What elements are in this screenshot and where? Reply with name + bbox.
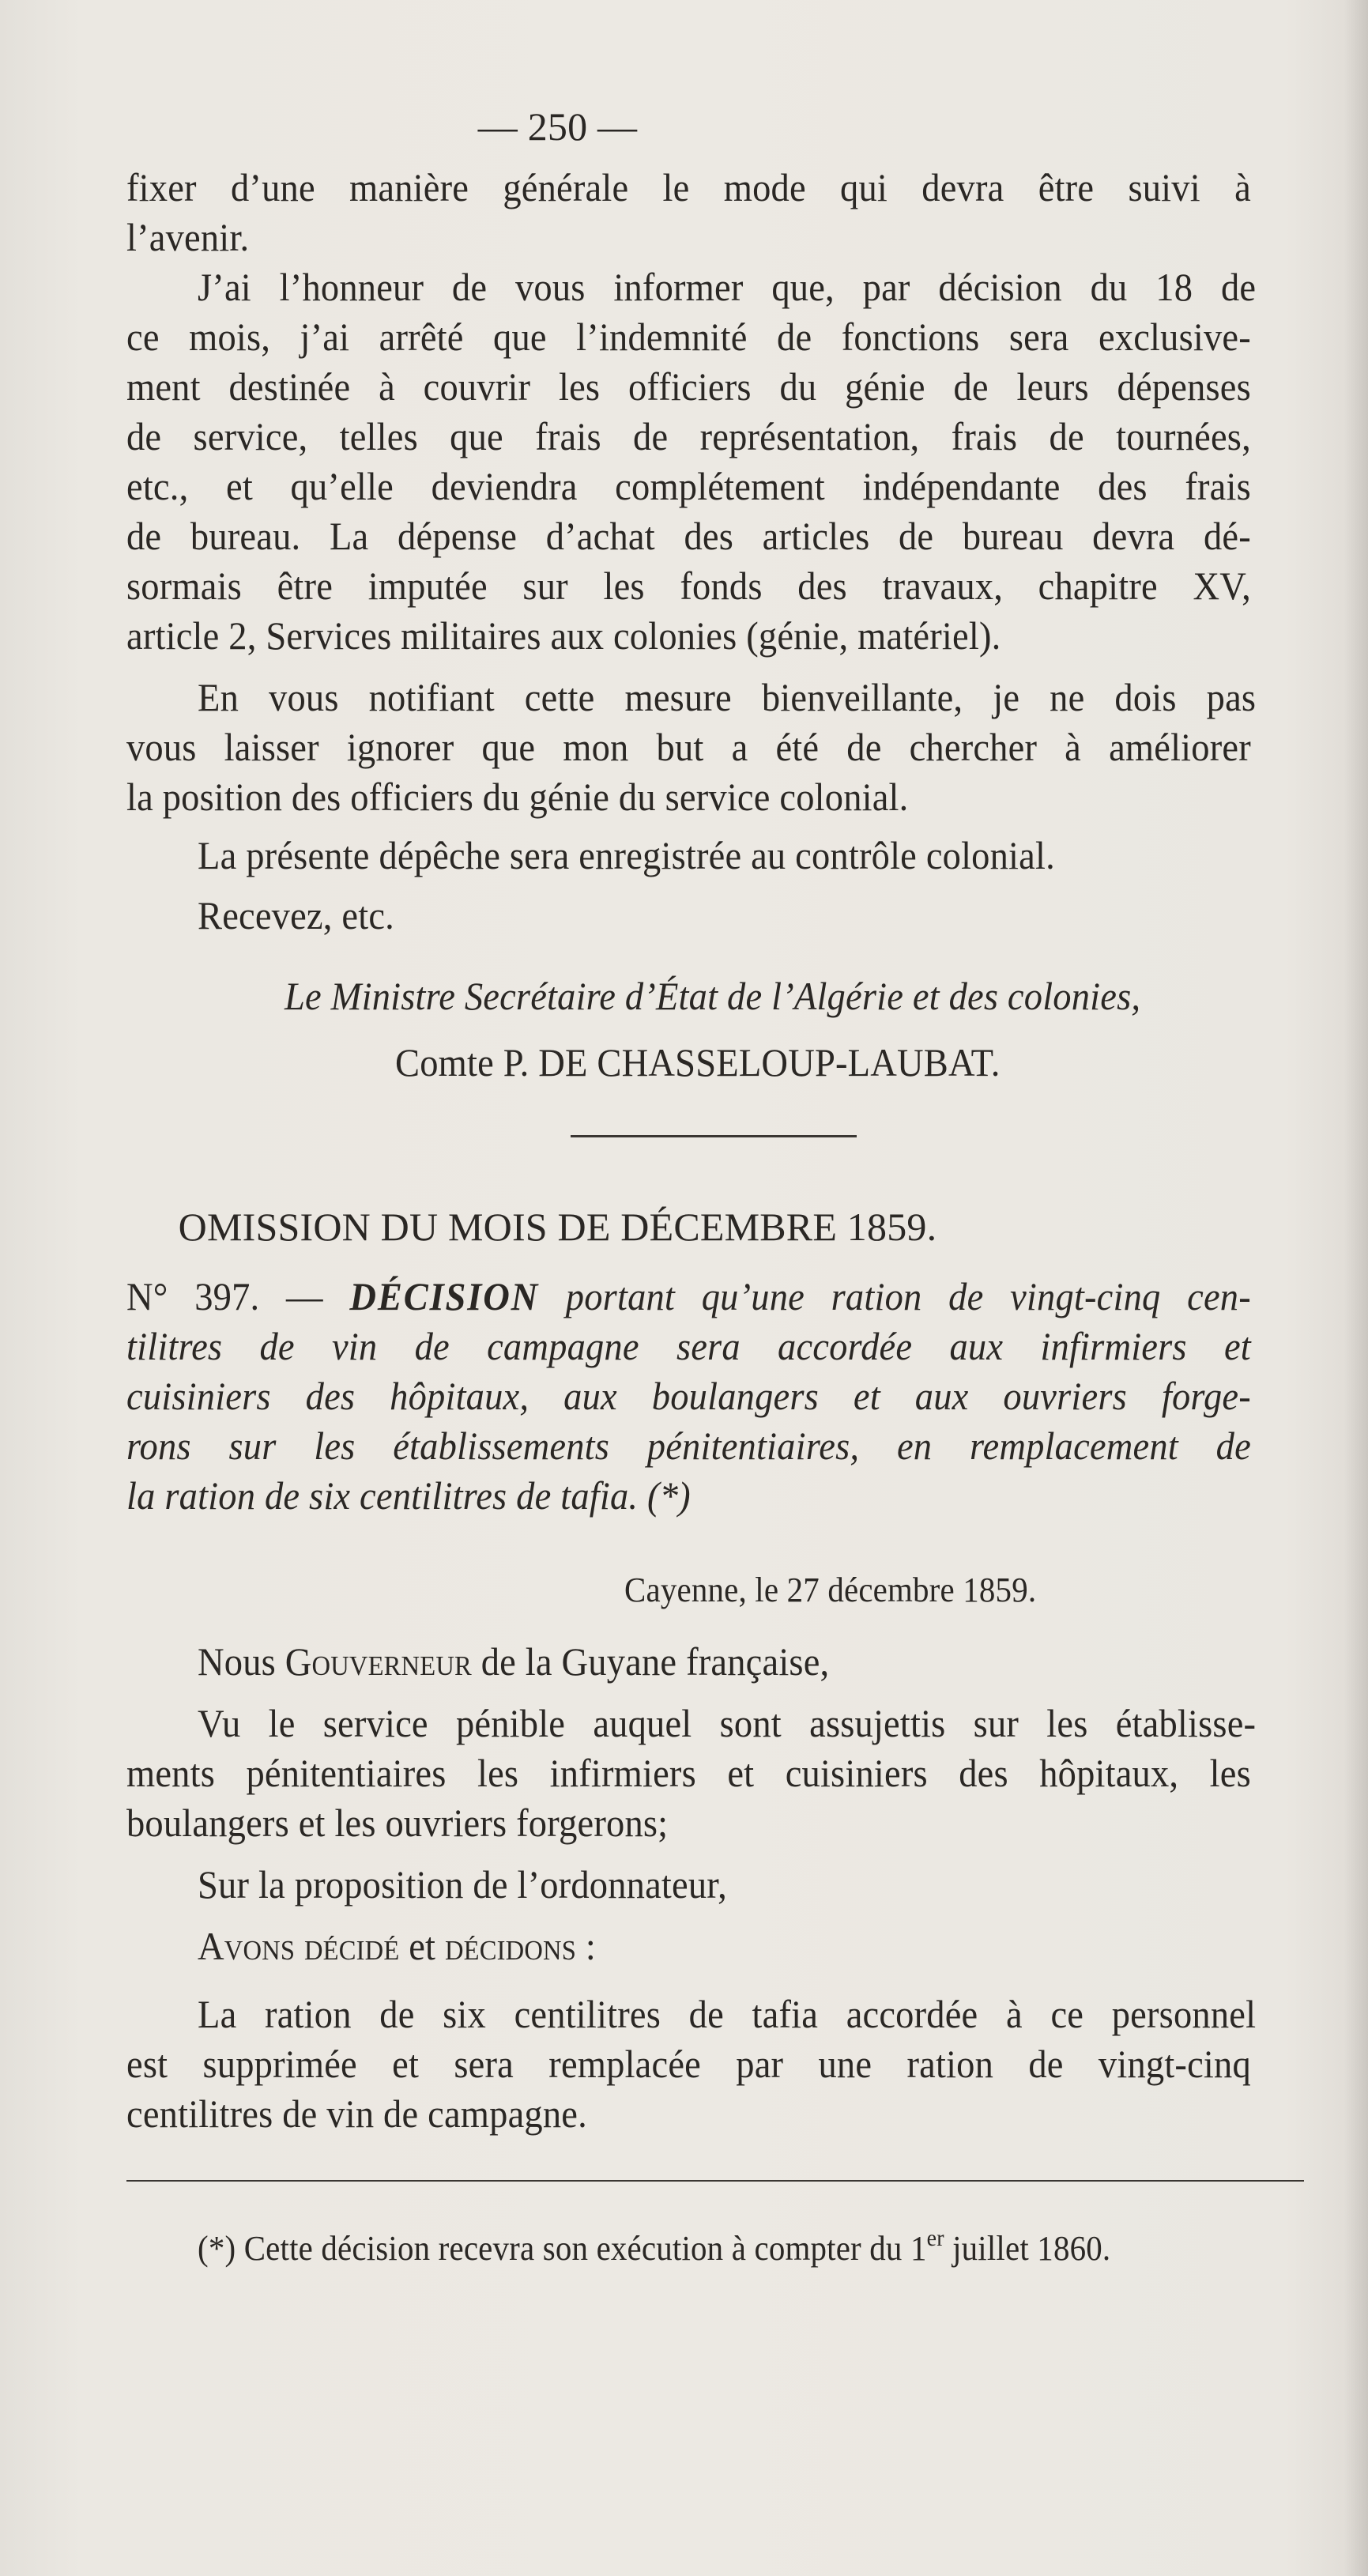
decision-number: N° 397. — xyxy=(126,1274,350,1318)
avons-decide xyxy=(198,1921,596,1971)
paragraph2-line-2: ce mois, j’ai arrêté que l’indemnité de fonctions sera exclusive- xyxy=(126,315,1251,359)
article-line-3: centilitres de vin de campagne. xyxy=(126,2091,587,2136)
vu-line-2: ments pénitentiaires les infirmiers et cuisiniers des hôpitaux, les xyxy=(126,1751,1251,1795)
decision-word: DÉCISION xyxy=(349,1274,540,1318)
paragraph2-line-1: J’ai l’honneur de vous informer que, par décision du 18 de xyxy=(198,265,1257,309)
paragraph3-line-2: vous laisser ignorer que mon but a été de chercher à améliorer xyxy=(126,725,1251,769)
closing: Recevez, etc. xyxy=(198,893,394,937)
paragraph3-line-3: la position des officiers du génie du service colonial. xyxy=(126,775,909,819)
decision-title-line-1 xyxy=(126,1271,1251,1322)
footnote-rule xyxy=(126,2180,1304,2182)
decision-title-line-5: la ration de six centilitres de tafia. (*) xyxy=(126,1473,691,1518)
paragraph2-line-6: de bureau. La dépense d’achat des articles de bureau devra dé- xyxy=(126,514,1251,558)
preamble-rest: de la Guyane française, xyxy=(471,1639,830,1684)
decision-title-part: portant qu’une ration de vingt-cinq cen- xyxy=(539,1274,1251,1318)
footnote-marker: (*) xyxy=(198,2229,244,2268)
vu-line-1: Vu le service pénible auquel sont assujettis sur les établisse- xyxy=(198,1701,1257,1745)
section-heading: OMISSION DU MOIS DE DÉCEMBRE 1859. xyxy=(178,1205,937,1249)
decision-title-line-2: tilitres de vin de campagne sera accordée aux infirmiers et xyxy=(126,1324,1251,1368)
decision-title-line-3: cuisiniers des hôpitaux, aux boulangers et aux ouvriers forge- xyxy=(126,1374,1251,1418)
footnote-sup: er xyxy=(926,2225,944,2251)
avons-colon: : xyxy=(576,1924,596,1968)
decision-title-line-4: rons sur les établissements pénitentiaires, en remplacement de xyxy=(126,1424,1251,1468)
page-number: — 250 — xyxy=(477,104,638,149)
paragraph2-line-5: etc., et qu’elle deviendra complétement indépendante des frais xyxy=(126,464,1251,508)
vu-line-3: boulangers et les ouvriers forgerons; xyxy=(126,1801,669,1845)
sur-proposition: Sur la proposition de l’ordonnateur, xyxy=(198,1862,727,1907)
footnote-tail: juillet 1860. xyxy=(944,2229,1111,2268)
avons-part2: décidons xyxy=(444,1924,577,1968)
paragraph2-line-4: de service, telles que frais de représentation, frais de tournées, xyxy=(126,414,1251,458)
avons-et: et xyxy=(399,1924,445,1968)
article-line-1: La ration de six centilitres de tafia accordée à ce personnel xyxy=(198,1992,1257,2036)
place-date: Cayenne, le 27 décembre 1859. xyxy=(624,1571,1037,1609)
paragraph2-line-8: article 2, Services militaires aux colonies (génie, matériel). xyxy=(126,613,1001,658)
preamble-nous: Nous xyxy=(198,1639,285,1684)
separator-rule xyxy=(571,1135,857,1137)
preamble-gouverneur: Gouverneur xyxy=(285,1639,472,1684)
article-line-2: est supprimée et sera remplacée par une ration de vingt-cinq xyxy=(126,2042,1251,2086)
signature-title: Le Ministre Secrétaire d’État de l’Algérie et des colonies, xyxy=(285,974,1141,1018)
paragraph3-line-1: En vous notifiant cette mesure bienveillante, je ne dois pas xyxy=(198,675,1257,719)
paragraph2-line-3: ment destinée à couvrir les officiers du génie de leurs dépenses xyxy=(126,364,1251,409)
paragraph1-line-1: fixer d’une manière générale le mode qui devra être suivi à xyxy=(126,165,1251,209)
footnote-text: Cette décision recevra son exécution à compter du 1 xyxy=(243,2229,927,2268)
paragraph1-line-2: l’avenir. xyxy=(126,215,250,259)
avons-part1: Avons décidé xyxy=(198,1924,400,1968)
footnote xyxy=(198,2213,1110,2274)
paragraph4: La présente dépêche sera enregistrée au contrôle colonial. xyxy=(198,833,1055,877)
paragraph2-line-7: sormais être imputée sur les fonds des travaux, chapitre XV, xyxy=(126,564,1251,608)
signature-name: Comte P. DE CHASSELOUP-LAUBAT. xyxy=(395,1040,1001,1084)
page-edge-shadow xyxy=(1344,0,1368,2576)
preamble xyxy=(198,1636,829,1687)
